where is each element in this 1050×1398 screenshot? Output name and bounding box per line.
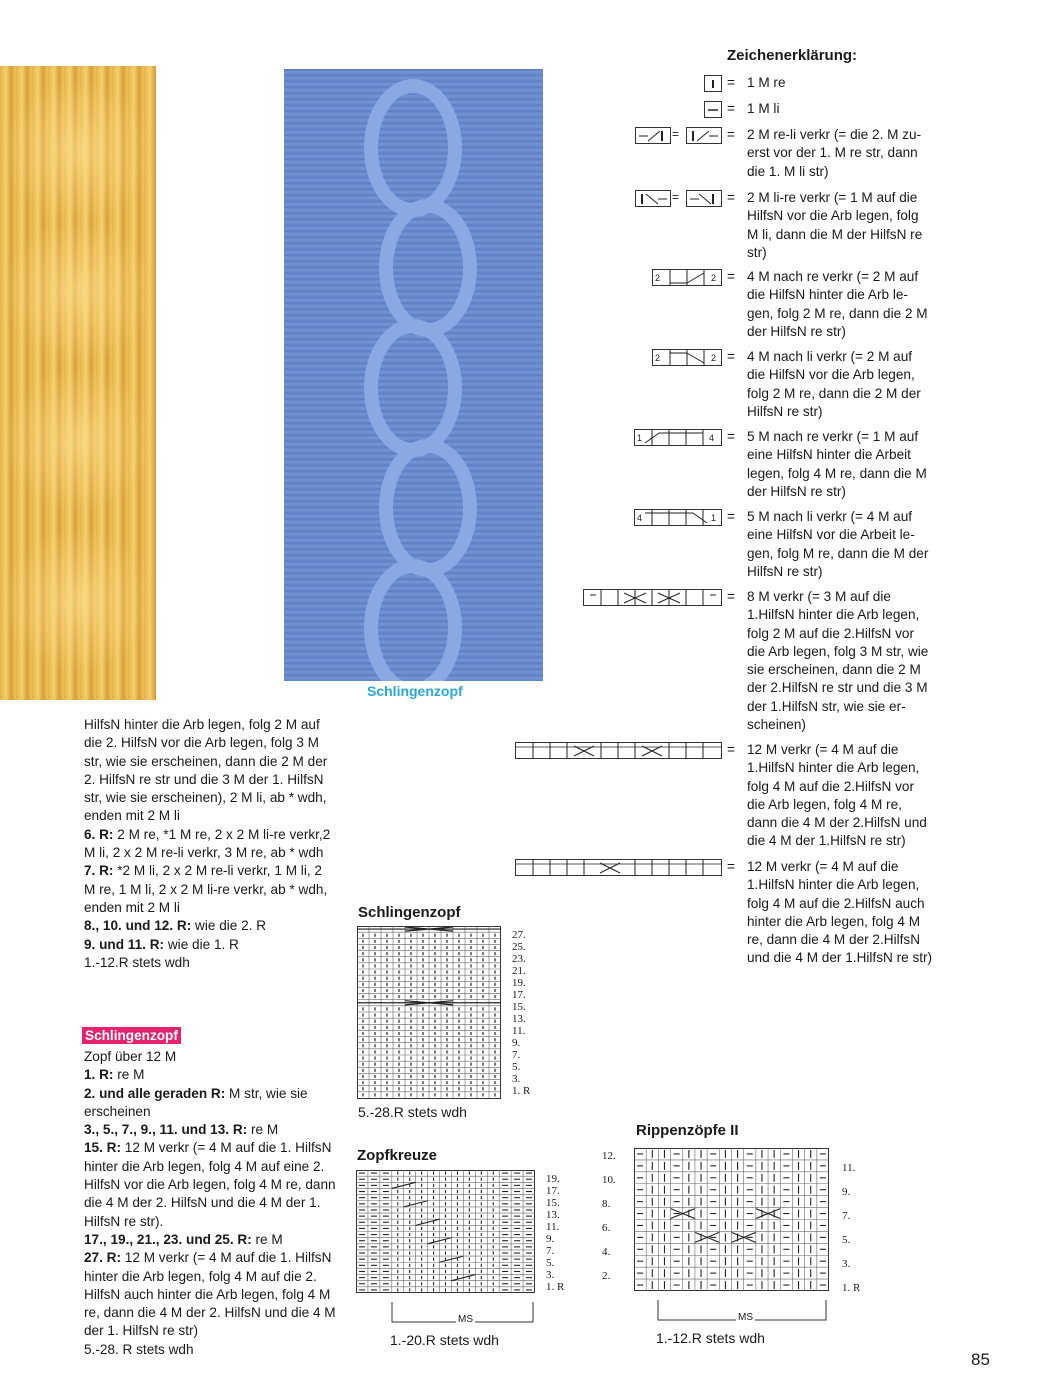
row-number: 17. [546, 1185, 560, 1197]
legend-text: die HilfsN vor die Arb legen, [747, 367, 915, 383]
row-number: 19. [512, 977, 526, 989]
row-number: 7. [842, 1210, 851, 1222]
row-number: 7. [546, 1245, 555, 1257]
legend-text: 1 M re [747, 75, 786, 90]
legend-text: 4 M nach re verkr (= 2 M auf [747, 269, 919, 284]
row-number: 5. [512, 1061, 521, 1073]
row-label: 3., 5., 7., 9., 11. und 13. R: [84, 1122, 248, 1138]
cross-2-left-purl-icon [635, 190, 671, 207]
legend-text: HilfsN re str) [747, 563, 823, 579]
repeat-note: 5.-28.R stets wdh [358, 1104, 467, 1120]
row-text: 12 M verkr (= 4 M auf die 1. HilfsN [121, 1250, 332, 1266]
row-number: 17. [512, 989, 526, 1001]
row-number: 15. [546, 1197, 560, 1209]
chart-title: Rippenzöpfe II [636, 1122, 739, 1139]
legend-text: folg 4 M auf die 2.HilfsN auch [747, 895, 925, 911]
left-instructions [84, 716, 340, 972]
page-number: 85 [971, 1350, 990, 1369]
legend-text: scheinen) [747, 717, 806, 733]
row-instruction [84, 936, 340, 954]
paragraph-line: 2. HilfsN re str und die 3 M der 1. HilfsN [84, 771, 324, 787]
row-text: HilfsN auch hinter die Arb legen, folg 4 M [84, 1286, 331, 1302]
row-number: 13. [546, 1209, 560, 1221]
legend-text: eine HilfsN vor die Arbeit le- [747, 527, 915, 543]
legend-text: folg 2 M auf die 2.HilfsN vor [747, 625, 914, 641]
cross-2-left-purl-alt-icon [686, 190, 722, 207]
cable-5-right-icon [634, 429, 722, 446]
row-number: 3. [842, 1258, 851, 1270]
ms-label: MS [738, 1312, 753, 1323]
row-number: 23. [512, 953, 526, 965]
row-number: 19. [546, 1173, 560, 1185]
row-number: 13. [512, 1013, 526, 1025]
ms-label: MS [458, 1314, 473, 1325]
cable-5-left-icon [634, 509, 722, 526]
row-number: 1. R [842, 1282, 861, 1294]
row-text: re, dann die 4 M der 2. HilfsN und die 4 M [84, 1305, 336, 1321]
row-number: 12. [602, 1150, 616, 1162]
row-number: 1. R [546, 1281, 565, 1293]
legend-text: HilfsN re str) [747, 403, 823, 419]
legend-text: der 2.HilfsN re str und die 3 M [747, 680, 928, 696]
row-number: 25. [512, 941, 526, 953]
row-instruction [84, 1121, 340, 1139]
row-instruction [84, 826, 340, 844]
row-text: hinter die Arb legen, folg 4 M auf eine 2. [84, 1158, 325, 1174]
legend-text: sie erscheinen, dann die 2 M [747, 662, 921, 678]
legend-text: der HilfsN re str) [747, 483, 846, 499]
legend-text: 5 M nach re verkr (= 1 M auf [747, 429, 919, 444]
row-text: erscheinen [84, 1103, 151, 1119]
row-number: 27. [512, 929, 526, 941]
legend-text: gen, folg 2 M re, dann die 2 M [747, 305, 928, 321]
row-label: 8., 10. und 12. R: [84, 918, 192, 934]
legend-text: 12 M verkr (= 4 M auf die [747, 742, 899, 757]
row-text: HilfsN vor die Arb legen, folg 4 M re, dann [84, 1177, 336, 1193]
blue-cable-photo [284, 69, 543, 681]
schlingenzopf-chart-grid [357, 926, 502, 1101]
legend-text: 1.HilfsN hinter die Arb legen, [747, 877, 920, 893]
purl-icon [704, 101, 722, 118]
legend-text: die HilfsN hinter die Arb le- [747, 287, 908, 303]
rippenzoepfe-chart-grid [634, 1148, 830, 1292]
row-instruction [84, 1066, 340, 1084]
row-label: 17., 19., 21., 23. und 25. R: [84, 1231, 252, 1247]
row-text: 12 M verkr (= 4 M auf die 1. HilfsN [121, 1140, 332, 1156]
legend-text: der HilfsN re str) [747, 323, 846, 339]
repeat-note: 1.-12.R stets wdh [656, 1330, 765, 1346]
cable-12-a-icon [515, 742, 722, 759]
legend-text: HilfsN vor die Arb legen, folg [747, 208, 919, 224]
row-text: 2 M re, *1 M re, 2 x 2 M li-re verkr,2 [113, 826, 331, 842]
row-number: 15. [512, 1001, 526, 1013]
row-label: 9. und 11. R: [84, 936, 165, 952]
legend-text: 12 M verkr (= 4 M auf die [747, 859, 899, 874]
row-number: 9. [842, 1186, 851, 1198]
equals-sign: = [672, 127, 680, 141]
row-instruction [84, 1085, 340, 1103]
legend-text: 8 M verkr (= 3 M auf die [747, 589, 891, 604]
cable-12-b-icon [515, 859, 722, 876]
legend-text: die Arb legen, folg 4 M re, [747, 796, 902, 812]
intro-text: Zopf über 12 M [84, 1049, 177, 1064]
legend-text: str) [747, 244, 767, 260]
cable-4-right-icon [652, 269, 722, 286]
row-number: 5. [842, 1234, 851, 1246]
row-number: 11. [842, 1162, 856, 1174]
legend-text: 1.HilfsN hinter die Arb legen, [747, 760, 920, 776]
row-label: 7. R: [84, 863, 114, 879]
row-text: M li, 2 x 2 M re-li verkr, 3 M re, ab * wdh [84, 845, 324, 861]
row-label: 6. R: [84, 826, 114, 842]
legend-text: folg 2 M re, dann die 2 M der [747, 385, 921, 401]
row-text: M str, wie sie [225, 1085, 308, 1101]
row-number: 11. [546, 1221, 560, 1233]
row-label: 1. R: [84, 1067, 114, 1083]
legend-text: hinter die Arb legen, folg 4 M [747, 913, 921, 929]
legend-text: folg 4 M auf die 2.HilfsN vor [747, 778, 914, 794]
paragraph-line: die 2. HilfsN vor die Arb legen, folg 3 M [84, 735, 319, 751]
legend-text: gen, folg M re, dann die M der [747, 545, 929, 561]
row-text: enden mit 2 M li [84, 899, 180, 915]
paragraph-line: enden mit 2 M li [84, 808, 180, 824]
chart-title: Schlingenzopf [358, 904, 461, 921]
row-label: 2. und alle geraden R: [84, 1085, 226, 1101]
row-label: 27. R: [84, 1250, 122, 1266]
repeat-note: 5.-28. R stets wdh [84, 1341, 194, 1357]
legend-text: die 1. M li str) [747, 163, 829, 179]
row-text: *2 M li, 2 x 2 M re-li verkr, 1 M li, 2 [113, 863, 322, 879]
svg-text:1: 1 [637, 433, 643, 443]
row-number: 6. [602, 1222, 611, 1234]
row-number: 1. R [512, 1085, 531, 1097]
repeat-note: 1.-20.R stets wdh [390, 1332, 499, 1348]
row-number: 3. [546, 1269, 555, 1281]
paragraph-line: str, wie sie erscheinen, dann die 2 M der [84, 753, 328, 769]
row-number: 21. [512, 965, 526, 977]
row-number: 4. [602, 1246, 611, 1258]
paragraph-line: str, wie sie erscheinen), 2 M li, ab * wdh, [84, 790, 327, 806]
row-text: wie die 1. R [164, 936, 239, 952]
legend-text: eine HilfsN hinter die Arbeit [747, 447, 911, 463]
legend-text: 2 M re-li verkr (= die 2. M zu- [747, 127, 922, 142]
row-text: M re, 1 M li, 2 x 2 M li-re verkr, ab * wdh, [84, 881, 328, 897]
photo-caption: Schlingenzopf [367, 683, 463, 699]
legend-text: die Arb legen, folg 3 M str, wie [747, 643, 929, 659]
row-text: HilfsN re str). [84, 1213, 164, 1229]
svg-text:4: 4 [709, 433, 715, 443]
row-number: 9. [546, 1233, 555, 1245]
row-number: 8. [602, 1198, 611, 1210]
repeat-note: 1.-12.R stets wdh [84, 954, 190, 970]
legend-text: der 1.HilfsN str, wie sie er- [747, 698, 906, 714]
legend-text: erst vor der 1. M re str, dann [747, 145, 918, 161]
svg-text:1: 1 [711, 513, 717, 523]
svg-text:2: 2 [711, 273, 717, 283]
row-text: re M [251, 1231, 283, 1247]
legend-text: 2 M li-re verkr (= 1 M auf die [747, 190, 918, 205]
legend-text: 1 M li [747, 101, 780, 116]
row-text: wie die 2. R [191, 918, 267, 934]
row-text: hinter die Arb legen, folg 4 M auf die 2. [84, 1268, 317, 1284]
row-instruction [84, 1139, 340, 1157]
legend-text: 4 M nach li verkr (= 2 M auf [747, 349, 913, 364]
legend-text: 5 M nach li verkr (= 4 M auf [747, 509, 913, 524]
cable-4-left-icon [652, 349, 722, 366]
legend-text: 1.HilfsN hinter die Arb legen, [747, 607, 920, 623]
section-tag: Schlingenzopf [82, 1027, 181, 1044]
row-number: 2. [602, 1270, 611, 1282]
svg-text:4: 4 [637, 513, 643, 523]
row-number: 3. [512, 1073, 521, 1085]
cross-2-right-purl-alt-icon [686, 127, 722, 144]
cross-2-right-purl-icon [635, 127, 671, 144]
svg-text:2: 2 [655, 353, 661, 363]
legend-text: legen, folg 4 M re, dann die M [747, 465, 927, 481]
equals-sign: = [672, 190, 680, 204]
row-number: 11. [512, 1025, 526, 1037]
row-instruction [84, 917, 340, 935]
knit-icon [704, 75, 722, 92]
row-text: re M [113, 1067, 145, 1083]
row-number: 5. [546, 1257, 555, 1269]
row-text: die 4 M der 2. HilfsN und die 4 M der 1. [84, 1195, 321, 1211]
svg-text:2: 2 [711, 353, 717, 363]
legend-text: die 4 M der 1.HilfsN re str) [747, 833, 906, 849]
paragraph-line: HilfsN hinter die Arb legen, folg 2 M auf [84, 717, 320, 732]
zopfkreuze-chart-grid [356, 1170, 536, 1295]
row-instruction [84, 1249, 340, 1267]
chart-title: Zopfkreuze [357, 1147, 438, 1164]
legend-text: re, dann die 4 M der 2.HilfsN [747, 932, 921, 948]
row-label: 15. R: [84, 1140, 122, 1156]
legend-text: dann die 4 M der 2.HilfsN und [747, 815, 927, 831]
schlingenzopf-instructions [84, 1048, 340, 1359]
yellow-rib-photo [0, 66, 156, 700]
svg-text:2: 2 [655, 273, 661, 283]
row-number: 9. [512, 1037, 521, 1049]
row-number: 7. [512, 1049, 521, 1061]
cable-8-icon [583, 589, 722, 606]
row-text: re M [247, 1122, 279, 1138]
row-text: der 1. HilfsN re str) [84, 1323, 199, 1339]
row-number: 10. [602, 1174, 616, 1186]
row-instruction [84, 1231, 340, 1249]
legend-text: M li, dann die M der HilfsN re [747, 226, 923, 242]
legend-text: und die 4 M der 1.HilfsN re str) [747, 950, 933, 966]
row-instruction [84, 862, 340, 880]
legend-title: Zeichenerklärung: [727, 47, 858, 64]
